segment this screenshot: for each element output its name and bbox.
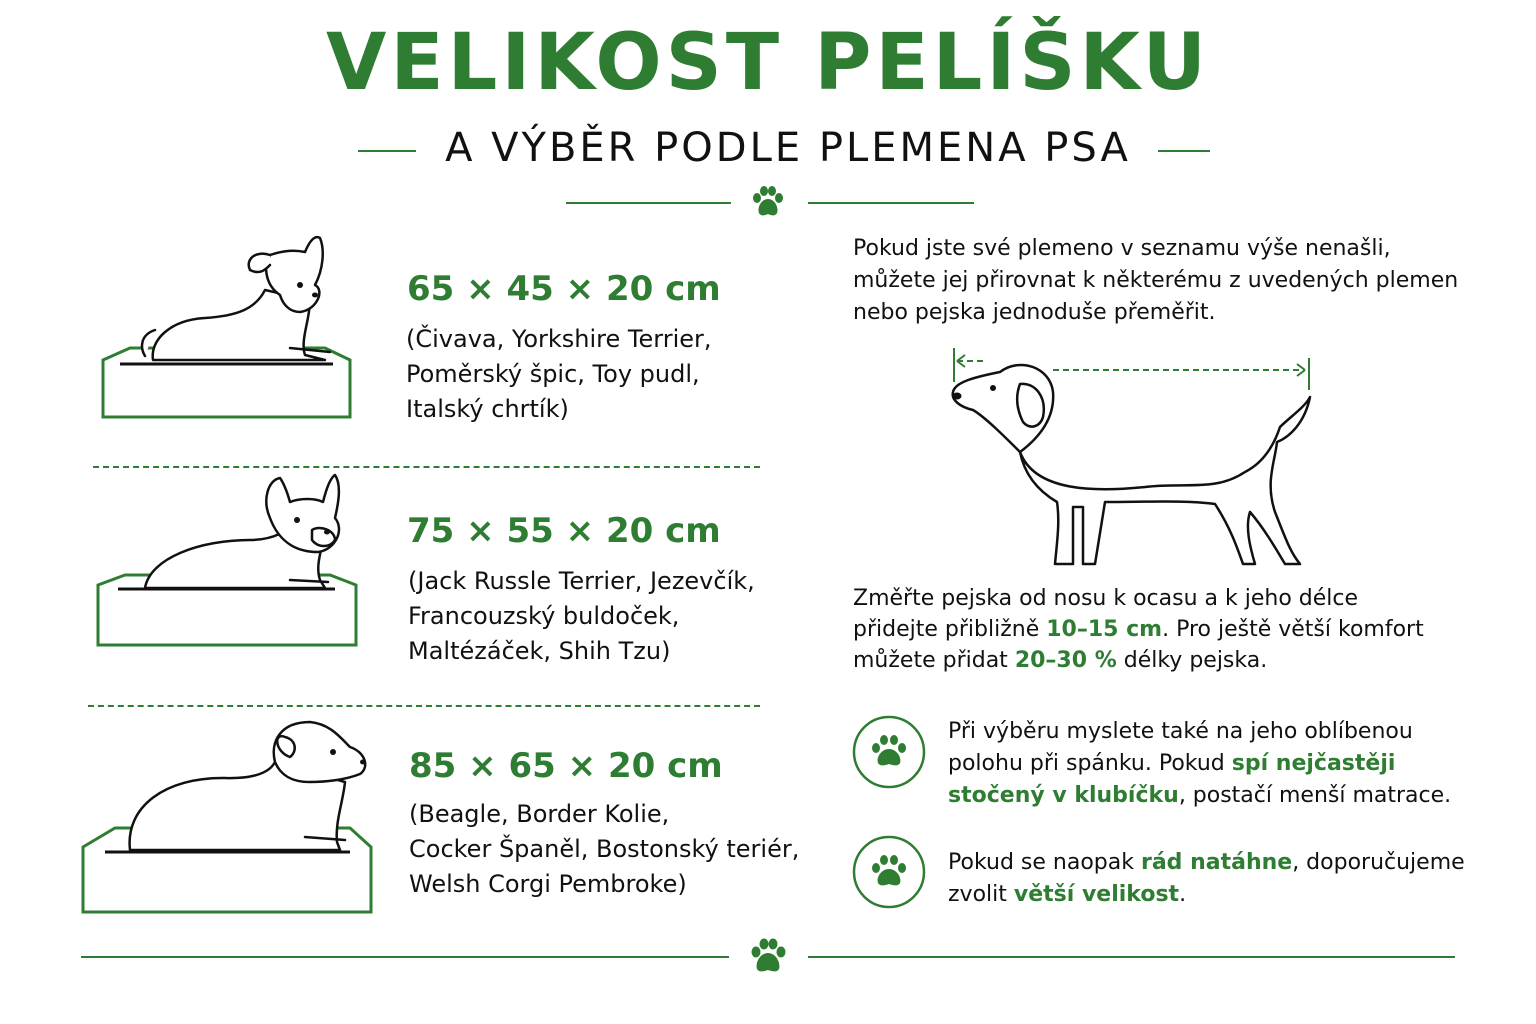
tip-line <box>948 847 1465 879</box>
page-subtitle: A VÝBĚR PODLE PLEMENA PSA <box>445 125 1131 171</box>
size-small-breeds <box>406 322 712 427</box>
text-span: zvolit <box>948 882 1014 907</box>
breed-line: Italský chrtík) <box>406 395 569 423</box>
breed-line: Welsh Corgi Pembroke) <box>409 870 687 898</box>
header-divider-left <box>566 202 731 204</box>
breed-line: (Čivava, Yorkshire Terrier, <box>406 325 712 353</box>
footer-divider-left <box>81 956 729 958</box>
paw-icon <box>750 184 786 220</box>
intro-line: Pokud jste své plemeno v seznamu výše nenašli, <box>853 236 1391 261</box>
measure-line: Změřte pejska od nosu k ocasu a k jeho délce <box>853 586 1359 611</box>
intro-line: nebo pejska jednoduše přeměřit. <box>853 300 1216 325</box>
subtitle-rule-left <box>358 150 416 152</box>
text-span: , doporučujeme <box>1292 850 1465 875</box>
breed-line: Cocker Španěl, Bostonský teriér, <box>409 835 800 863</box>
highlight-curled: spí nejčastěji <box>1231 751 1396 776</box>
tip-line <box>948 748 1451 780</box>
page-title: VELIKOST PELÍŠKU <box>326 18 1210 108</box>
paw-icon <box>852 715 926 789</box>
footer-divider-right <box>808 956 1455 958</box>
highlight-stretch: rád natáhne <box>1140 850 1293 875</box>
text-span: . <box>1179 882 1187 907</box>
sleep-position-tip <box>948 716 1451 812</box>
breed-line: Maltézáček, Shih Tzu) <box>408 637 671 665</box>
text-span: délky pejska. <box>1116 648 1268 673</box>
header-divider-right <box>808 202 974 204</box>
size-large-dimensions: 85 × 65 × 20 cm <box>409 746 723 786</box>
size-small-dimensions: 65 × 45 × 20 cm <box>407 269 721 309</box>
intro-text <box>853 233 1458 329</box>
size-medium-breeds <box>408 564 755 669</box>
highlight-length: 10–15 cm <box>1046 617 1163 642</box>
highlight-bigger: větší velikost <box>1013 882 1180 907</box>
section-divider <box>93 466 760 468</box>
large-dog-bed-illustration <box>75 712 375 922</box>
highlight-percent: 20–30 % <box>1014 648 1117 673</box>
dog-measurement-illustration <box>945 342 1320 572</box>
measure-line <box>853 614 1424 645</box>
medium-dog-bed-illustration <box>90 470 365 650</box>
stretch-tip <box>948 847 1465 911</box>
paw-icon <box>748 936 788 976</box>
measure-instructions <box>853 583 1424 676</box>
paw-icon <box>852 835 926 909</box>
intro-line: můžete jej přirovnat k některému z uvedených plemen <box>853 268 1459 293</box>
breed-line: (Beagle, Border Kolie, <box>409 800 670 828</box>
measure-line <box>853 645 1424 676</box>
text-span: přidejte přibližně <box>853 617 1047 642</box>
tip-line <box>948 879 1465 911</box>
breed-line: Francouzský buldoček, <box>408 602 680 630</box>
tip-line: Při výběru myslete také na jeho oblíbenou <box>948 719 1413 744</box>
breed-line: Poměrský špic, Toy pudl, <box>406 360 700 388</box>
breed-line: (Jack Russle Terrier, Jezevčík, <box>408 567 755 595</box>
text-span: . Pro ještě větší komfort <box>1162 617 1424 642</box>
text-span: můžete přidat <box>853 648 1015 673</box>
subtitle-rule-right <box>1158 150 1210 152</box>
small-dog-bed-illustration <box>95 230 360 425</box>
highlight-ball: stočený v klubíčku <box>948 783 1179 808</box>
size-large-breeds <box>409 797 799 902</box>
section-divider <box>88 705 760 707</box>
text-span: polohu při spánku. Pokud <box>948 751 1232 776</box>
text-span: Pokud se naopak <box>948 850 1141 875</box>
tip-line <box>948 780 1451 812</box>
text-span: , postačí menší matrace. <box>1178 783 1452 808</box>
size-medium-dimensions: 75 × 55 × 20 cm <box>407 511 721 551</box>
